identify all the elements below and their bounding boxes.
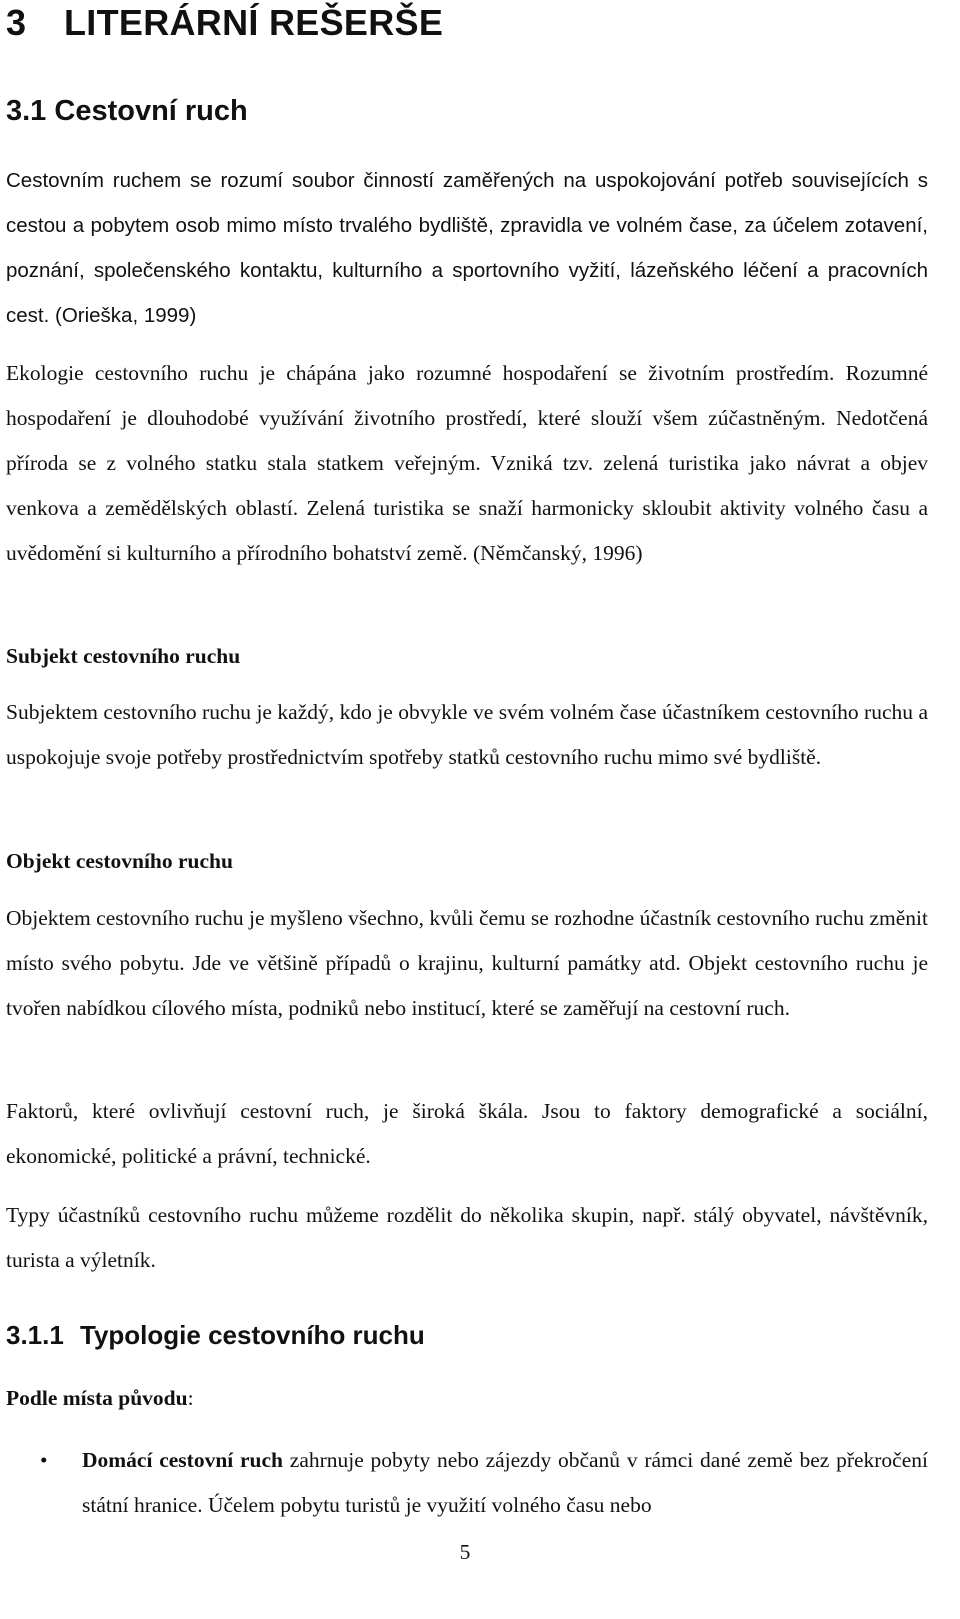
subsection-heading	[6, 1320, 425, 1351]
page-number: 5	[459, 1540, 471, 1564]
bullet-icon: •	[40, 1448, 48, 1472]
subsection-number: 3.1.1	[6, 1320, 64, 1350]
paragraph-subject: Subjektem cestovního ruchu je každý, kdo je obvykle ve svém volném čase účastníkem cestovního ruchu a uspokojuje svoje potřeby prostřednictvím spotřeby statků cestovního ruchu mimo své bydliště.	[6, 700, 928, 769]
paragraph-factors: Faktorů, které ovlivňují cestovní ruch, je široká škála. Jsou to faktory demografické a sociální, ekonomické, politické a právní, technické.	[6, 1099, 928, 1168]
list-item	[6, 1438, 928, 1528]
list-item-bold: Domácí cestovní ruch	[82, 1448, 284, 1472]
paragraph-object: Objektem cestovního ruchu je myšleno všechno, kvůli čemu se rozhodne účastník cestovního ruchu změnit místo svého pobytu. Jde ve většině případů o krajinu, kulturní památky atd. Objekt cestovního ruchu je tvořen nabídkou cílového místa, podniků nebo institucí, které se zaměřují na cestovní ruch.	[6, 906, 928, 1020]
object-heading: Objekt cestovního ruchu	[6, 849, 233, 873]
subsection-title: Typologie cestovního ruchu	[80, 1320, 425, 1350]
paragraph-types: Typy účastníků cestovního ruchu můžeme rozdělit do několika skupin, např. stálý obyvatel, návštěvník, turista a výletník.	[6, 1203, 928, 1272]
chapter-number: 3	[6, 2, 27, 43]
chapter-heading	[6, 2, 443, 44]
paragraph-ecology: Ekologie cestovního ruchu je chápána jako rozumné hospodaření se životním prostředím. Rozumné hospodaření je dlouhodobé využívání životního prostředí, které slouží všem zúčastněným. Nedotčená příroda se z volného statku stala statkem veřejným. Vzniká tzv. zelená turistika jako návrat a objev venkova a zemědělských oblastí. Zelená turistika se snaží harmonicky skloubit aktivity volného času a uvědomění si kulturního a přírodního bohatství země. (Němčanský, 1996)	[6, 361, 928, 565]
origin-heading-suffix: :	[187, 1386, 194, 1410]
list-item-text: zahrnuje pobyty nebo zájezdy občanů v rámci dané země bez překročení státní hranice. Účelem pobytu turistů je využití volného času nebo	[82, 1448, 928, 1517]
chapter-title: LITERÁRNÍ REŠERŠE	[64, 2, 444, 43]
bullet-list	[6, 1438, 928, 1528]
subject-heading: Subjekt cestovního ruchu	[6, 644, 241, 668]
paragraph-definition: Cestovním ruchem se rozumí soubor činností zaměřených na uspokojování potřeb souvisejících s cestou a pobytem osob mimo místo trvalého bydliště, zpravidla ve volném čase, za účelem zotavení, poznání, společenského kontaktu, kulturního a sportovního vyžití, lázeňského léčení a pracovních cest. (Orieška, 1999)	[6, 169, 928, 327]
section-heading: 3.1 Cestovní ruch	[6, 95, 248, 127]
origin-heading	[6, 1383, 194, 1413]
origin-heading-bold: Podle místa původu	[6, 1386, 188, 1410]
